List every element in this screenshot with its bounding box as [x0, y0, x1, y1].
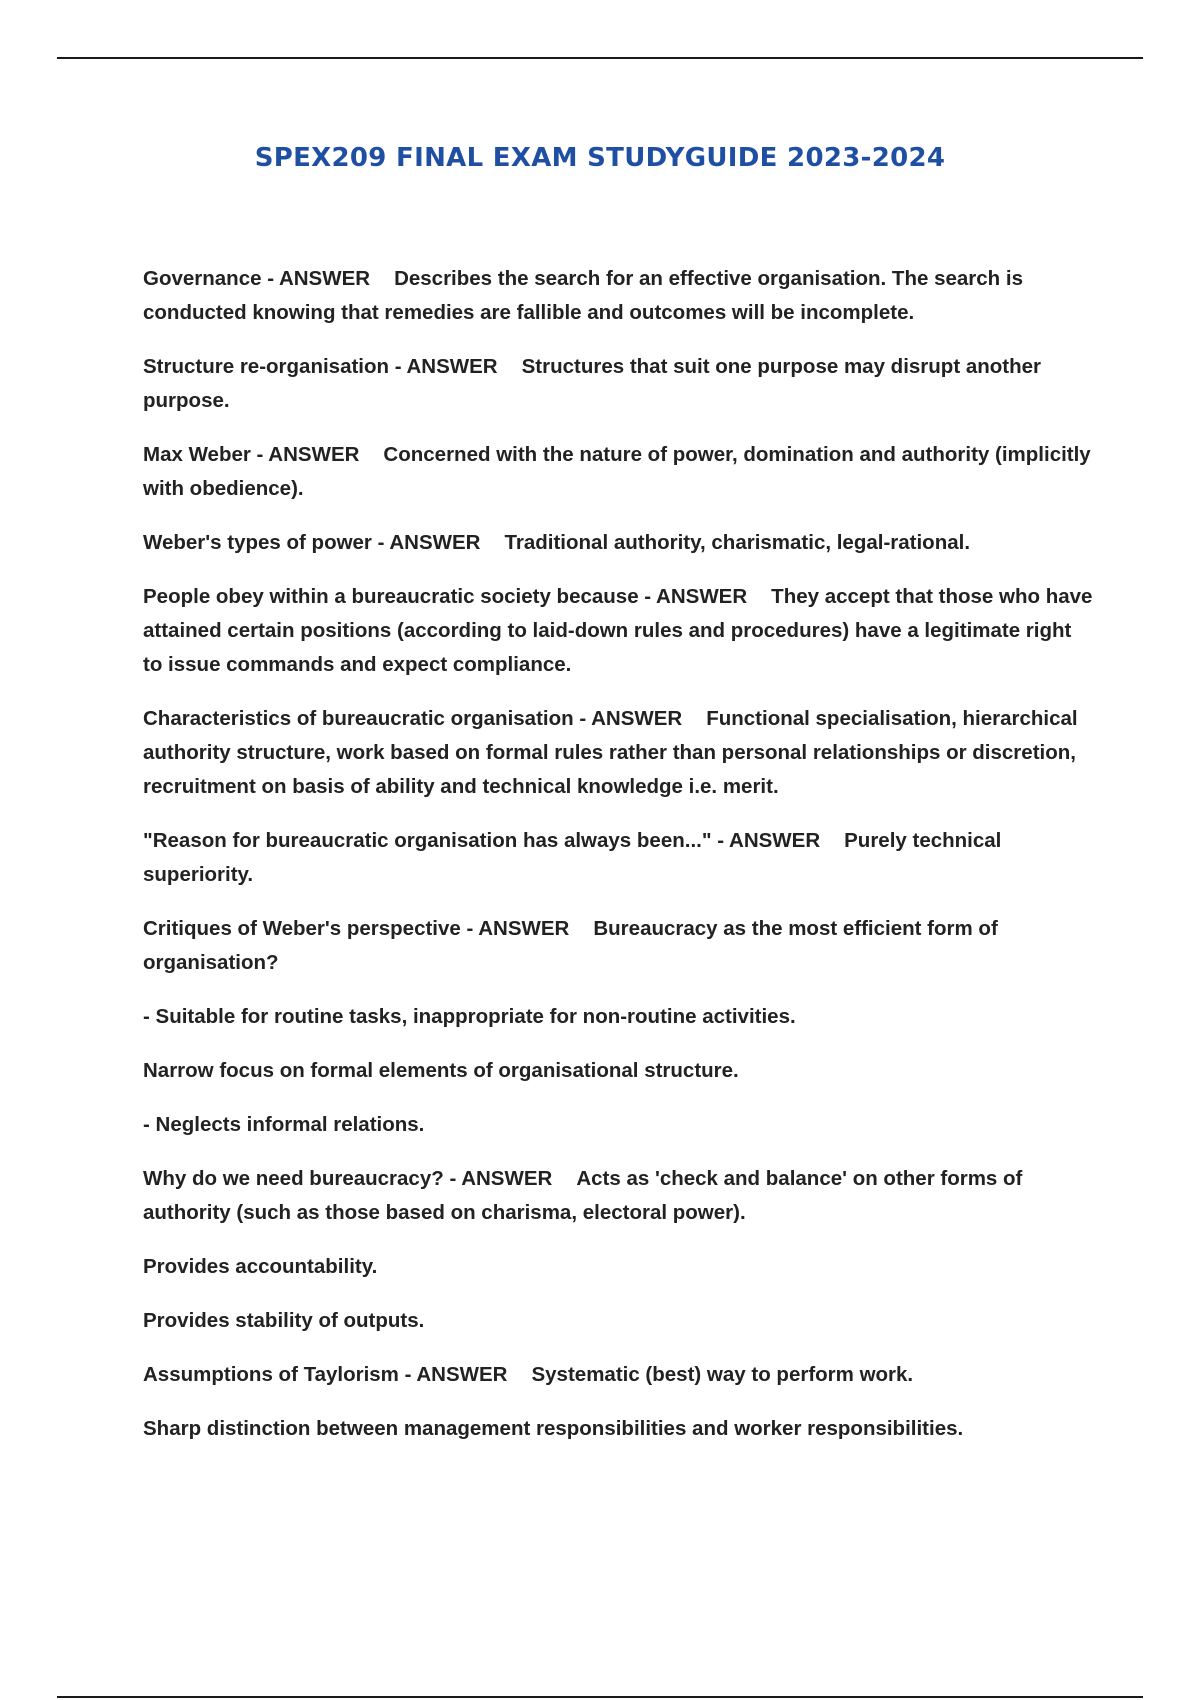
- qa-answer: Systematic (best) way to perform work.: [531, 1363, 914, 1386]
- qa-term: "Reason for bureaucratic organisation has always been..." - ANSWER: [143, 829, 821, 852]
- qa-term: Structure re-organisation - ANSWER: [143, 355, 498, 378]
- qa-entry: [143, 580, 1095, 682]
- qa-entry: [143, 912, 1095, 980]
- qa-entry: [143, 702, 1095, 804]
- qa-answer: Acts as 'check and balance' on other forms of authority (such as those based on charisma, electoral power).: [143, 1167, 1023, 1224]
- qa-entry: [143, 262, 1095, 330]
- qa-answer: They accept that those who have attained certain positions (according to laid-down rules and procedures) have a legitimate right to issue commands and expect compliance.: [143, 585, 1093, 676]
- top-rule: [57, 57, 1143, 59]
- qa-answer: Concerned with the nature of power, domination and authority (implicitly with obedience).: [143, 443, 1091, 500]
- note-line: Narrow focus on formal elements of organisational structure.: [143, 1059, 739, 1082]
- qa-term: Weber's types of power - ANSWER: [143, 531, 481, 554]
- qa-entry: [143, 1162, 1095, 1230]
- qa-answer: Bureaucracy as the most efficient form of organisation?: [143, 917, 998, 974]
- qa-term: Governance - ANSWER: [143, 267, 371, 290]
- note-line: Provides accountability.: [143, 1255, 378, 1278]
- note-line: - Suitable for routine tasks, inappropriate for non-routine activities.: [143, 1005, 796, 1028]
- qa-term: Max Weber - ANSWER: [143, 443, 360, 466]
- qa-entry: [143, 824, 1095, 892]
- qa-answer: Traditional authority, charismatic, legal-rational.: [504, 531, 971, 554]
- note-line: - Neglects informal relations.: [143, 1113, 425, 1136]
- note-line: Provides stability of outputs.: [143, 1309, 425, 1332]
- qa-answer: Purely technical superiority.: [143, 829, 1002, 886]
- qa-entry: [143, 438, 1095, 506]
- qa-answer: Structures that suit one purpose may disrupt another purpose.: [143, 355, 1042, 412]
- qa-answer: Functional specialisation, hierarchical authority structure, work based on formal rules rather than personal relationships or discretion, recruitment on basis of ability and technical knowledge i.e. merit.: [143, 707, 1078, 798]
- page-title: SPEX209 FINAL EXAM STUDYGUIDE 2023-2024: [254, 143, 946, 173]
- qa-term: Characteristics of bureaucratic organisation - ANSWER: [143, 707, 683, 730]
- qa-entry: [143, 350, 1095, 418]
- qa-entry: [143, 1358, 1095, 1392]
- qa-term: Critiques of Weber's perspective - ANSWER: [143, 917, 570, 940]
- qa-term: Why do we need bureaucracy? - ANSWER: [143, 1167, 553, 1190]
- qa-entry: [143, 526, 1095, 560]
- bottom-rule: [57, 1696, 1143, 1698]
- study-guide-content: [143, 262, 1095, 1466]
- qa-term: Assumptions of Taylorism - ANSWER: [143, 1363, 508, 1386]
- qa-answer: Describes the search for an effective organisation. The search is conducted knowing that remedies are fallible and outcomes will be incomplete.: [143, 267, 1023, 324]
- qa-term: People obey within a bureaucratic society because - ANSWER: [143, 585, 748, 608]
- note-line: Sharp distinction between management responsibilities and worker responsibilities.: [143, 1417, 964, 1440]
